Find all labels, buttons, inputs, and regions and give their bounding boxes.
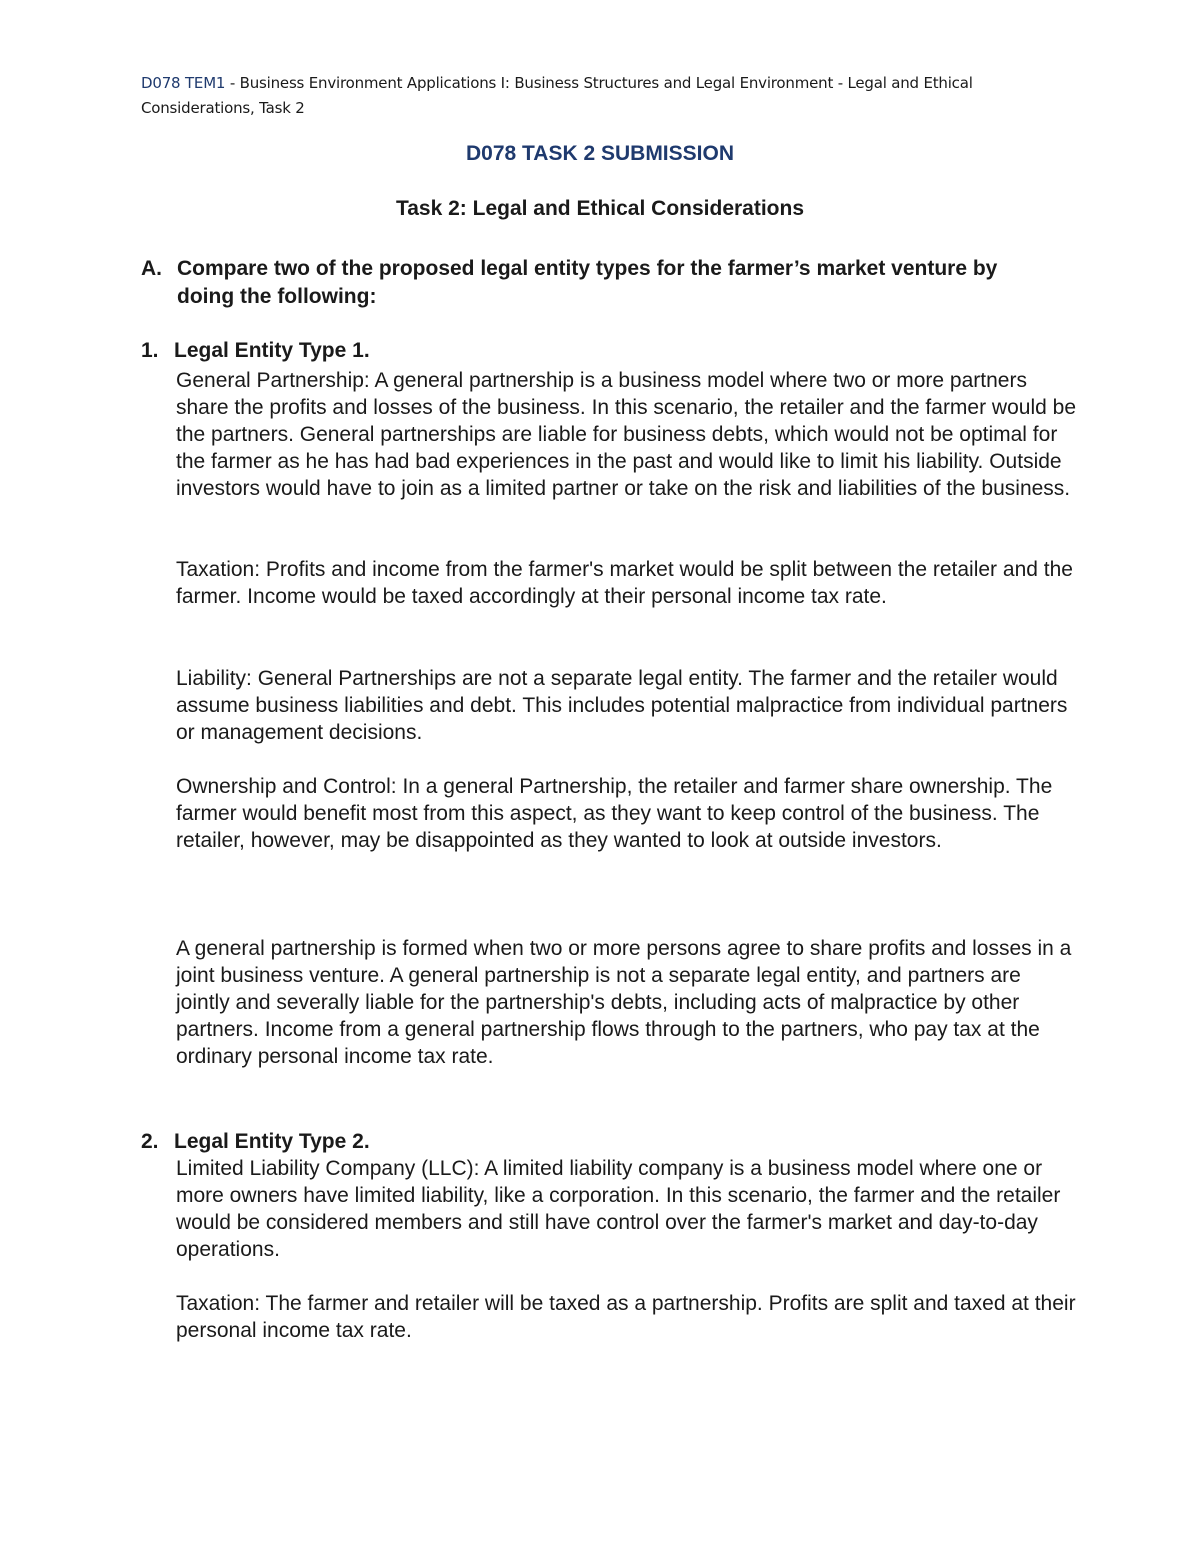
entity-1-description: General Partnership: A general partnership is a business model where two or more partners share the profits and losses of the business. In this scenario, the retailer and the farmer would be the partners. General partnerships are liable for business debts, which would not be optimal for the farmer as he has had bad experiences in the past and would like to limit his liability. Outside investors would have to join as a limited partner or take on the risk and liabilities of the business. [176, 369, 1076, 500]
section-a-letter: A. [141, 257, 162, 280]
entity-1-summary: A general partnership is formed when two or more persons agree to share profits and losses in a joint business venture. A general partnership is not a separate legal entity, and partners are jointly and severally liable for the partnership's debts, including acts of malpractice by other partners. Income from a general partnership flows through to the partners, who pay tax at the ordinary personal income tax rate. [176, 937, 1072, 1068]
running-header [141, 71, 1101, 95]
entity-2-number: 2. [141, 1130, 159, 1153]
entity-1-title: Legal Entity Type 1. [174, 339, 370, 362]
task-title: Task 2: Legal and Ethical Considerations [395, 197, 805, 220]
entity-1-number: 1. [141, 339, 159, 362]
course-code: D078 TEM1 [141, 74, 226, 92]
section-a [141, 255, 1041, 311]
header-text: - Business Environment Applications I: Business Structures and Legal Environment - Legal and Ethical [225, 74, 973, 92]
entity-1-taxation: Taxation: Profits and income from the farmer's market would be split between the retailer and the farmer. Income would be taxed accordingly at their personal income tax rate. [176, 558, 1073, 608]
entity-1-heading [141, 337, 370, 365]
entity-1-ownership: Ownership and Control: In a general Partnership, the retailer and farmer share ownership. The farmer would benefit most from this aspect, as they want to keep control of the business. The retailer, however, may be disappointed as they wanted to look at outside investors. [176, 775, 1053, 852]
entity-2-description: Limited Liability Company (LLC): A limited liability company is a business model where one or more owners have limited liability, like a corporation. In this scenario, the farmer and the retailer would be considered members and still have control over the farmer's market and day-to-day operations. [176, 1157, 1061, 1261]
running-header-line-2: Considerations, Task 2 [141, 99, 305, 117]
section-a-text: Compare two of the proposed legal entity types for the farmer’s market venture by doing the following: [177, 257, 998, 308]
entity-2-heading [141, 1128, 370, 1156]
entity-2-taxation: Taxation: The farmer and retailer will be taxed as a partnership. Profits are split and taxed at their personal income tax rate. [176, 1292, 1076, 1342]
document-title: D078 TASK 2 SUBMISSION [465, 142, 734, 165]
entity-1-liability: Liability: General Partnerships are not a separate legal entity. The farmer and the retailer would assume business liabilities and debt. This includes potential malpractice from individual partners or management decisions. [176, 667, 1068, 744]
entity-2-title: Legal Entity Type 2. [174, 1130, 370, 1153]
